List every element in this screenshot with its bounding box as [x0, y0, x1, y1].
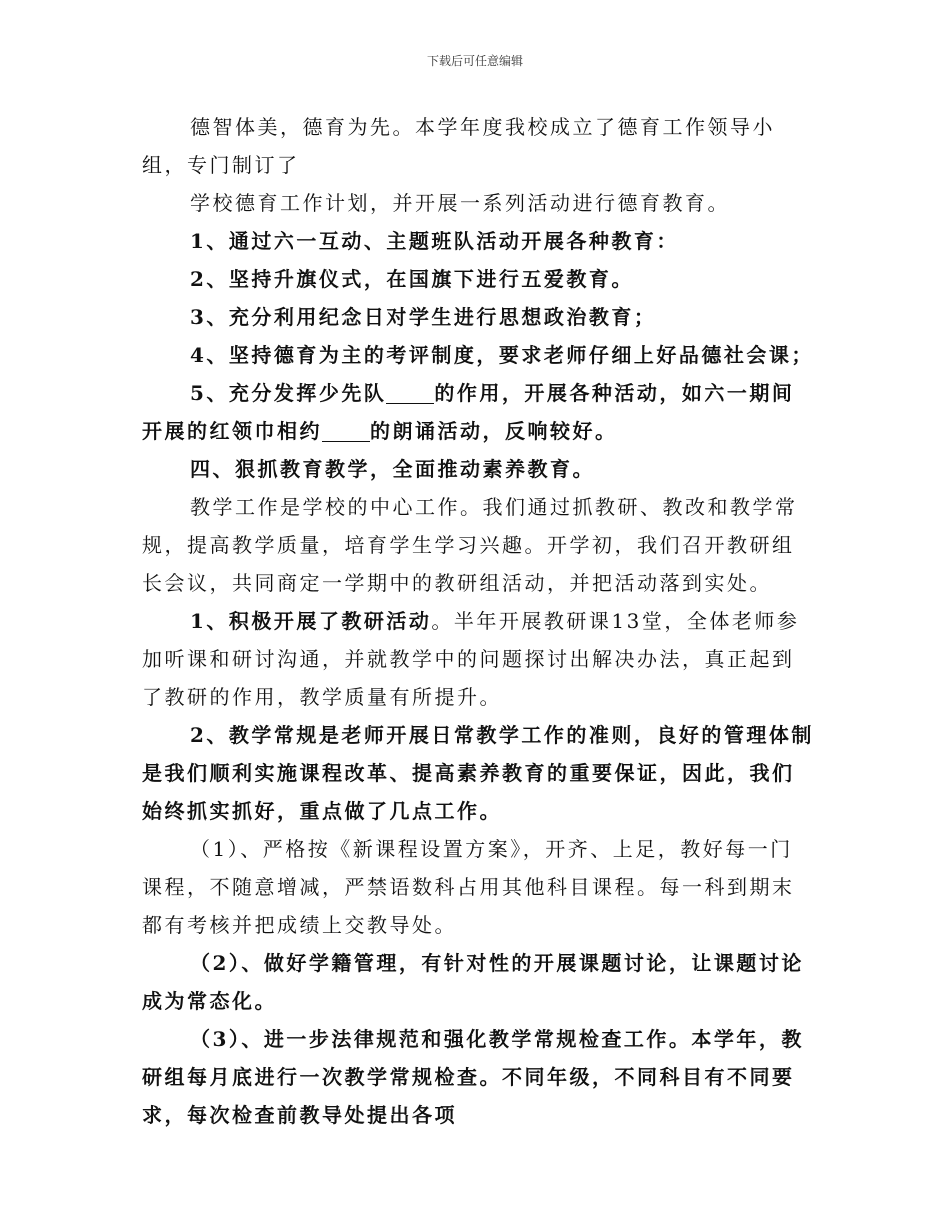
list-item-1: 1、通过六一互动、主题班队活动开展各种教育：: [190, 229, 679, 253]
list-item-5-part2: 的作用，开展各种活动，如六一期间开展的红领巾相约: [142, 381, 795, 443]
fill-blank-line: [322, 421, 370, 442]
document-body: [142, 108, 814, 1134]
intro-paragraph-continued: 学校德育工作计划，并开展一系列活动进行德育教育。: [190, 191, 730, 215]
list-item-5-part3: 的朗诵活动，反响较好。: [370, 419, 618, 443]
research-body: 。半年开展教研课13堂，全体老师参加听课和研讨沟通，并就教学中的问题探讨出解决办法，真正起到了教研的作用，教学质量有所提升。: [142, 609, 800, 709]
list-item-4: 4、坚持德育为主的考评制度，要求老师仔细上好品德社会课；: [190, 343, 814, 367]
page-header: 下载后可任意编辑: [426, 54, 523, 68]
teaching-paragraph: 教学工作是学校的中心工作。我们通过抓教研、教改和教学常规，提高教学质量，培育学生学习兴趣。开学初，我们召开教研组长会议，共同商定一学期中的教研组活动，并把活动落到实处。: [142, 495, 798, 595]
list-item-5: [142, 374, 814, 450]
sub-item-3: （3）、进一步法律规范和强化教学常规检查工作。本学年，教研组每月底进行一次教学常规检查。不同年级，不同科目有不同要求，每次检查前教导处提出各项: [142, 1027, 804, 1127]
routine-paragraph: 2、教学常规是老师开展日常教学工作的准则，良好的管理体制是我们顺利实施课程改革、提高素养教育的重要保证，因此，我们始终抓实抓好，重点做了几点工作。: [142, 723, 814, 823]
research-lead: 1、积极开展了教研活动: [190, 609, 432, 633]
list-item-2: 2、坚持升旗仪式，在国旗下进行五爱教育。: [190, 267, 634, 291]
fill-blank-line: [386, 383, 434, 404]
intro-paragraph: 德智体美，德育为先。本学年度我校成立了德育工作领导小组，专门制订了: [142, 115, 775, 177]
sub-item-2: （2）、做好学籍管理，有针对性的开展课题讨论，让课题讨论成为常态化。: [142, 951, 804, 1013]
list-item-5-part1: 5、充分发挥少先队: [190, 381, 387, 405]
list-item-3: 3、充分利用纪念日对学生进行思想政治教育；: [190, 305, 657, 329]
sub-item-1: （1）、严格按《新课程设置方案》，开齐、上足，教好每一门课程，不随意增减，严禁语数科占用其他科目课程。每一科到期末都有考核并把成绩上交教导处。: [142, 837, 795, 937]
section-heading-4: 四、狠抓教育教学，全面推动素养教育。: [190, 457, 595, 481]
research-paragraph: [142, 602, 814, 716]
